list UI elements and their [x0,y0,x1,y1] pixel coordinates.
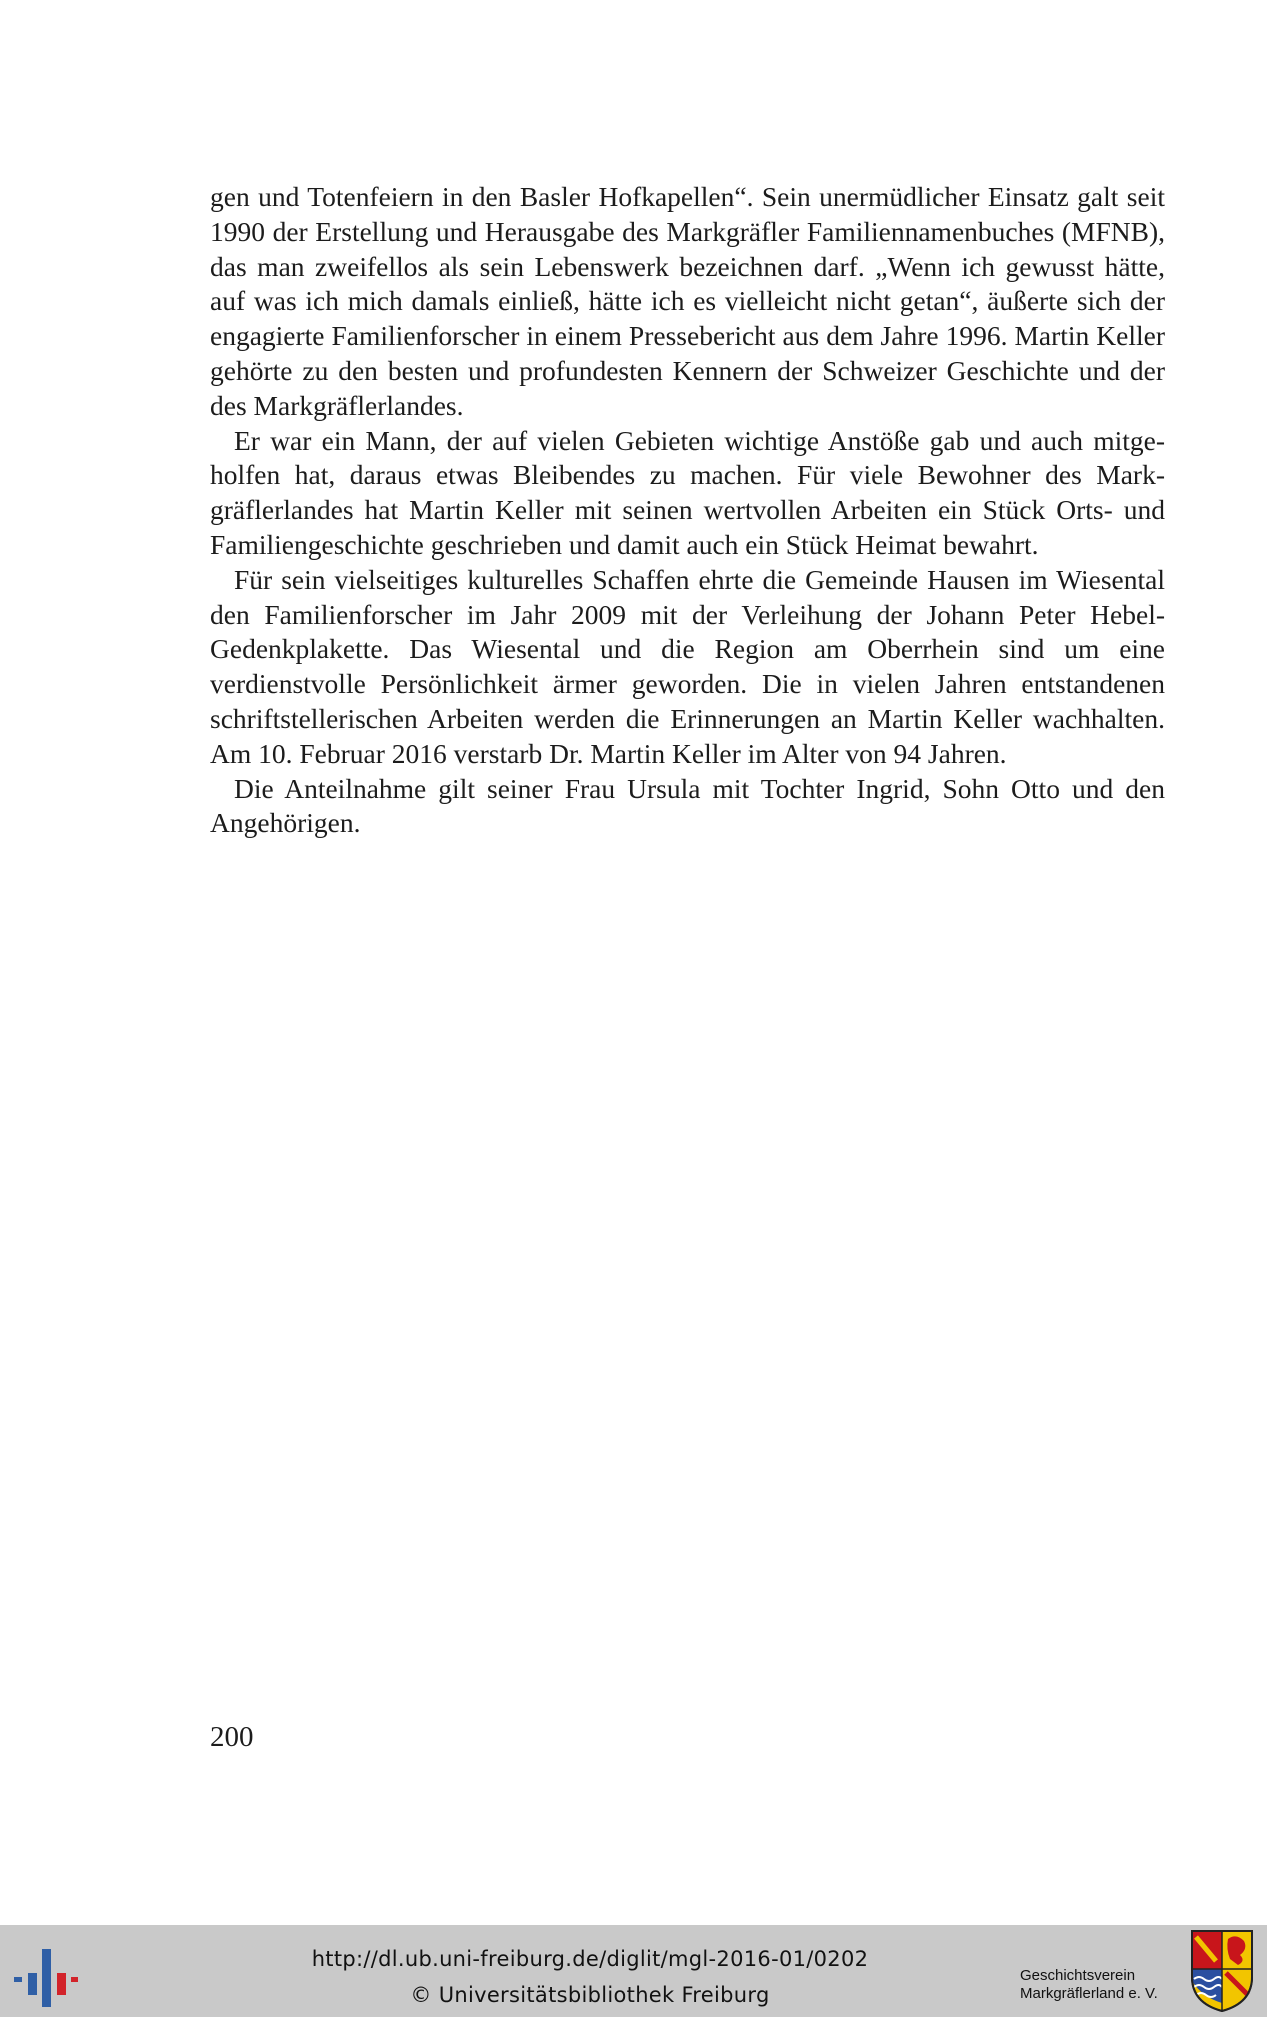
paragraph-2: Er war ein Mann, der auf vielen Gebieten wichtige Anstöße gab und auch mitgeholfen hat, daraus etwas Bleibendes zu machen. Für viele Bewohner des Markgräflerlandes hat Martin Keller mit seinen wertvollen Arbeiten ein Stück Orts- und Familiengeschichte geschrieben und damit auch ein Stück Heimat bewahrt. [210,424,1165,560]
body-text [210,180,1165,841]
paragraph-3: Für sein vielseitiges kulturelles Schaffen ehrte die Gemeinde Hausen im Wiesental den Familienforscher im Jahr 2009 mit der Verleihung der Johann Peter Hebel-Gedenkplakette. Das Wiesental und die Region am Oberrhein sind um eine verdienstvolle Persönlichkeit ärmer geworden. Die in vielen Jahren entstandenen schriftstellerischen Arbeiten werden die Erinnerungen an Martin Keller wachhalten. Am 10. Februar 2016 verstarb Dr. Martin Keller im Alter von 94 Jahren. [210,563,1165,769]
paragraph-4: Die Anteilnahme gilt seiner Frau Ursula mit Tochter Ingrid, Sohn Otto und den Angehörigen. [210,772,1165,839]
footer-bar [0,1925,1267,2017]
footer-copyright: © Universitätsbibliothek Freiburg [410,1983,770,2007]
publisher-name [1020,1967,1158,2003]
publisher-line-2: Markgräflerland e. V. [1020,1985,1158,2002]
footer-url[interactable]: http://dl.ub.uni-freiburg.de/diglit/mgl-2016-01/0202 [311,1947,869,1971]
university-library-logo-icon [14,1949,78,2007]
paragraph-1: gen und Totenfeiern in den Basler Hofkapellen“. Sein unermüdlicher Einsatz galt seit 1990 der Erstellung und Herausgabe des Markgräfler Familiennamenbuches (MFNB), das man zweifellos als sein Lebenswerk bezeichnen darf. „Wenn ich gewusst hätte, auf was ich mich damals einließ, hätte ich es vielleicht nicht getan“, äußerte sich der engagierte Familienforscher in einem Pressebericht aus dem Jahre 1996. Martin Keller gehörte zu den besten und profundesten Kennern der Schweizer Geschichte und der des Markgräflerlandes. [210,181,1165,421]
page-number: 200 [210,1721,254,1753]
publisher-line-1: Geschichtsverein [1020,1967,1136,1984]
coat-of-arms-icon [1190,1929,1254,2013]
